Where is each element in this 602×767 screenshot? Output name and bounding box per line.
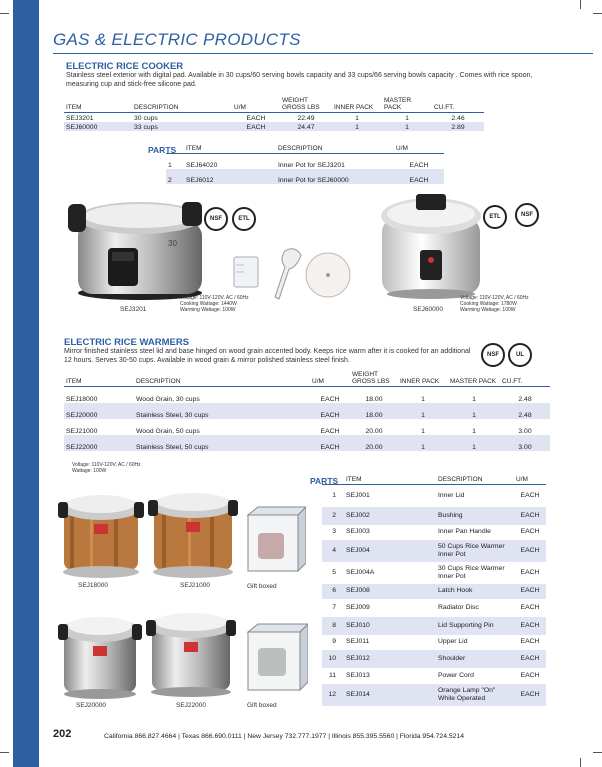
table-row [322, 525, 546, 540]
cooker-description: Stainless steel exterior with digital pad. Available in 30 cups/60 serving bowls capacity and 33 cups/66 serving bowls capacity . Comes with rice spoon, measuring cup and stick-free silicone pad. [66, 72, 533, 88]
cell-num: 8 [332, 621, 336, 629]
warmer-table [64, 371, 550, 451]
cell-inner-pack: 1 [421, 427, 425, 435]
sej21000-label: SEJ21000 [180, 582, 210, 589]
cell-master-pack: 1 [472, 411, 476, 419]
cell-um: EACH [320, 395, 340, 403]
cell-num: 7 [332, 603, 336, 611]
cooker-table [64, 97, 484, 131]
cell-cuft: 2.48 [518, 395, 532, 403]
cell-num: 2 [332, 511, 336, 519]
cell-item: SEJ6012 [186, 176, 214, 184]
table-row [322, 635, 546, 650]
col-cuft: CU.FT. [500, 371, 550, 387]
sej60000-label: SEJ60000 [413, 306, 443, 313]
cell-um: EACH [520, 492, 540, 499]
cell-item: SEJ004 [346, 546, 370, 554]
cell-um: EACH [409, 176, 429, 184]
cell-num: 2 [168, 176, 172, 184]
cell-inner-pack: 1 [421, 395, 425, 403]
col-inner-pack: INNER PACK [332, 97, 382, 113]
accessories-image [230, 245, 360, 305]
cell-item: SEJ008 [346, 587, 370, 595]
table-row [322, 650, 546, 668]
gift-box-image [246, 622, 308, 694]
warmer-table-header [64, 371, 550, 387]
cell-um: EACH [320, 443, 340, 451]
cell-um: EACH [520, 638, 540, 646]
table-row [166, 154, 444, 169]
table-row [166, 169, 444, 184]
table-row [322, 668, 546, 684]
crop-mark [593, 13, 602, 14]
col-description: DESCRIPTION [132, 97, 232, 113]
warmer-description: Mirror finished stainless steel lid and base hinged on wood grain accented body. Keeps rice warm after it is cooked for an additional 12 hours. Serves 30-50 cups. Available in wood grain & mirror polished stainless steel finish. [64, 348, 471, 364]
warmer-parts-header [322, 476, 546, 485]
table-row [64, 387, 550, 403]
title-rule [53, 53, 593, 54]
cooker-section-title: ELECTRIC RICE COOKER [66, 61, 184, 72]
crop-mark [593, 752, 602, 753]
rice-cooker-sej3201-image [64, 188, 204, 303]
gift-boxed-label-2: Gift boxed [247, 702, 277, 709]
cell-um: EACH [520, 568, 540, 576]
cell-weight: 24.47 [297, 123, 315, 131]
cell-item: SEJ3201 [66, 114, 94, 122]
sej3201-label: SEJ3201 [120, 306, 147, 313]
cell-description: Stainless Steel, 50 cups [136, 443, 209, 451]
col-inner-pack: INNER PACK [398, 371, 448, 387]
col-cuft: CU.FT. [432, 97, 484, 113]
cell-cuft: 3.00 [518, 443, 532, 451]
cell-um: EACH [520, 603, 540, 611]
cell-description: Inner Lid [438, 492, 465, 499]
etl-certification-icon: ETL [232, 207, 256, 231]
sej60000-spec: Voltage: 110V-120V, AC / 60Hz Cooking Wattage: 1780W Warming Wattage: 100W [460, 295, 529, 313]
cell-num: 5 [332, 568, 336, 576]
col-description: DESCRIPTION [436, 476, 514, 485]
col-description: DESCRIPTION [276, 145, 394, 154]
cell-item: SEJ014 [346, 690, 370, 698]
sej20000-label: SEJ20000 [76, 702, 106, 709]
nsf-certification-icon: NSF [481, 343, 505, 367]
col-item: ITEM [64, 97, 132, 113]
cell-item: SEJ21000 [66, 427, 98, 435]
cell-description: 33 cups [134, 123, 158, 131]
cell-item: SEJ60000 [66, 123, 98, 131]
warmer-section-title: ELECTRIC RICE WARMERS [64, 337, 190, 348]
cell-description: Stainless Steel, 30 cups [136, 411, 209, 419]
cell-description: Inner Pot for SEJ60000 [278, 176, 349, 184]
gift-box-image [246, 505, 306, 575]
cell-description: Power Cord [438, 671, 474, 679]
table-row [64, 113, 484, 122]
cell-inner-pack: 1 [355, 123, 359, 131]
nsf-certification-icon: NSF [515, 203, 539, 227]
cell-item: SEJ012 [346, 654, 370, 662]
sej3201-spec: Voltage: 110V-120V, AC / 60Hz Cooking Wattage: 1440W Warming Wattage: 100W [180, 295, 249, 313]
cell-um: EACH [320, 411, 340, 419]
cell-item: SEJ20000 [66, 411, 98, 419]
cell-cuft: 2.46 [451, 114, 465, 122]
cell-cuft: 2.48 [518, 411, 532, 419]
cell-um: EACH [246, 114, 266, 122]
warmer-parts-label: PARTS [310, 476, 339, 486]
col-um: U/M [232, 97, 280, 113]
cell-description: Latch Hook [438, 587, 473, 595]
table-row [322, 684, 546, 706]
col-weight: WEIGHT GROSS LBS [350, 371, 398, 387]
cell-inner-pack: 1 [421, 443, 425, 451]
rice-warmer-sej21000-image [148, 482, 238, 580]
cell-item: SEJ003 [346, 528, 370, 536]
cell-item: SEJ013 [346, 671, 370, 679]
cell-item: SEJ22000 [66, 443, 98, 451]
rice-warmer-sej18000-image [58, 484, 144, 580]
cell-master-pack: 1 [472, 443, 476, 451]
cell-item: SEJ010 [346, 621, 370, 629]
col-item: ITEM [64, 371, 134, 387]
table-row [322, 485, 546, 507]
col-description: DESCRIPTION [134, 371, 310, 387]
display-number: 30 [168, 239, 177, 248]
nsf-certification-icon: NSF [204, 207, 228, 231]
cell-num: 1 [168, 161, 172, 169]
cell-master-pack: 1 [472, 427, 476, 435]
cell-num: 4 [332, 546, 336, 554]
etl-certification-icon: ETL [483, 205, 507, 229]
cell-weight: 18.00 [365, 395, 383, 403]
cell-um: EACH [520, 621, 540, 629]
cell-um: EACH [520, 528, 540, 536]
cell-item: SEJ011 [346, 638, 370, 646]
table-row [64, 435, 550, 451]
col-master-pack: MASTER PACK [448, 371, 500, 387]
cell-description: Upper Lid [438, 638, 468, 646]
cell-item: SEJ002 [346, 511, 370, 519]
col-um: U/M [394, 145, 444, 154]
cell-um: EACH [520, 587, 540, 595]
cell-description: Inner Pan Handle [438, 528, 491, 536]
cell-item: SEJ18000 [66, 395, 98, 403]
cell-um: EACH [246, 123, 266, 131]
cell-cuft: 2.89 [451, 123, 465, 131]
cell-description: Orange Lamp "On" While Operated [438, 687, 496, 702]
warmer-spec: Voltage: 110V-120V, AC / 60Hz Wattage: 100W [72, 462, 141, 474]
col-um: U/M [310, 371, 350, 387]
cooker-table-header [64, 97, 484, 113]
cell-description: Radiator Disc [438, 603, 479, 611]
table-row [322, 562, 546, 584]
cell-item: SEJ64020 [186, 161, 218, 169]
crop-mark [580, 758, 581, 767]
cell-item: SEJ001 [346, 492, 370, 499]
cell-description: Lid Supporting Pin [438, 621, 494, 629]
cell-description: Wood Grain, 30 cups [136, 395, 200, 403]
cell-weight: 18.00 [365, 411, 383, 419]
cell-master-pack: 1 [405, 123, 409, 131]
ul-certification-icon: UL [508, 343, 532, 367]
sej18000-label: SEJ18000 [78, 582, 108, 589]
cell-num: 10 [328, 654, 336, 662]
cell-num: 1 [332, 492, 336, 499]
rice-warmer-sej20000-image [58, 606, 142, 700]
left-color-bar [13, 0, 39, 767]
cell-description: 30 cups [134, 114, 158, 122]
cell-num: 9 [332, 638, 336, 646]
cell-inner-pack: 1 [355, 114, 359, 122]
cell-um: EACH [320, 427, 340, 435]
cell-weight: 20.00 [365, 427, 383, 435]
table-row [322, 617, 546, 635]
cooker-parts-header [166, 145, 444, 154]
cell-weight: 22.49 [297, 114, 315, 122]
cell-num: 6 [332, 587, 336, 595]
rice-warmer-sej22000-image [146, 602, 236, 700]
cell-um: EACH [520, 654, 540, 662]
cooker-parts-table [166, 145, 444, 184]
cell-num: 3 [332, 528, 336, 536]
col-um: U/M [514, 476, 546, 485]
cell-um: EACH [520, 546, 540, 554]
table-row [322, 584, 546, 599]
table-row [322, 507, 546, 525]
cell-description: 50 Cups Rice Warmer Inner Pot [438, 543, 505, 558]
cell-description: 30 Cups Rice Warmer Inner Pot [438, 565, 505, 580]
cell-description: Shoulder [438, 654, 466, 662]
cell-master-pack: 1 [472, 395, 476, 403]
col-weight: WEIGHT GROSS LBS [280, 97, 332, 113]
cell-description: Bushing [438, 511, 463, 519]
crop-mark [580, 0, 581, 9]
cell-um: EACH [520, 671, 540, 679]
table-row [322, 540, 546, 562]
table-row [64, 419, 550, 435]
cell-master-pack: 1 [405, 114, 409, 122]
crop-mark [0, 752, 9, 753]
page-title: GAS & ELECTRIC PRODUCTS [53, 30, 301, 49]
cell-num: 11 [328, 671, 336, 679]
footer-contact: California 866.827.4664 | Texas 866.690.0111 | New Jersey 732.777.1977 | Illinois 855.395.5560 | Florida 954.724.5214 [104, 733, 465, 740]
table-row [64, 122, 484, 131]
cell-description: Inner Pot for SEJ3201 [278, 161, 345, 169]
cell-num: 12 [328, 690, 336, 698]
rice-cooker-sej60000-image [372, 190, 490, 302]
table-row [64, 403, 550, 419]
cell-item: SEJ009 [346, 603, 370, 611]
cell-weight: 20.00 [365, 443, 383, 451]
crop-mark [0, 13, 9, 14]
cell-description: Wood Grain, 50 cups [136, 427, 200, 435]
sej22000-label: SEJ22000 [176, 702, 206, 709]
cell-um: EACH [409, 161, 429, 169]
cell-item: SEJ004A [346, 568, 375, 576]
cell-um: EACH [520, 690, 540, 698]
col-item: ITEM [344, 476, 436, 485]
gift-boxed-label-1: Gift boxed [247, 583, 277, 590]
warmer-parts-table [322, 476, 546, 706]
col-item: ITEM [184, 145, 276, 154]
cell-cuft: 3.00 [518, 427, 532, 435]
col-master-pack: MASTER PACK [382, 97, 432, 113]
cell-um: EACH [520, 511, 540, 519]
cell-inner-pack: 1 [421, 411, 425, 419]
page-number: 202 [53, 728, 72, 740]
table-row [322, 599, 546, 617]
cooker-parts-label: PARTS [148, 145, 177, 155]
